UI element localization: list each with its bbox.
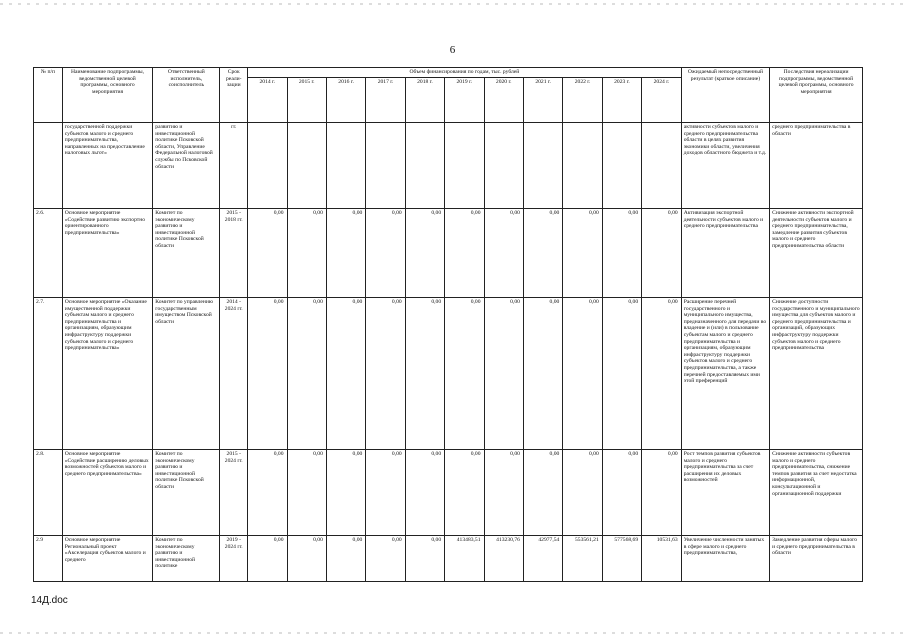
header-year: 2019 г.	[445, 78, 484, 123]
row-value: 577568,69	[602, 536, 641, 582]
row-value: 553561,21	[563, 536, 602, 582]
row-result: Активизация экспортной деятельности субъектов малого и среднего предпринимательства	[681, 209, 769, 298]
row-consequences: среднего предпринимательства в области	[770, 123, 863, 209]
row-value: 0,00	[405, 298, 444, 450]
row-consequences: Замедление развития сферы малого и среднего предпринимательства в области	[770, 536, 863, 582]
row-num: 2.8.	[34, 450, 63, 536]
funding-table	[33, 67, 863, 582]
row-consequences: Снижение активности субъектов малого и среднего предпринимательства, снижение темпов развития за счет недостатка информационной, консультационной и организационной поддержки	[770, 450, 863, 536]
row-value: 0,00	[248, 298, 287, 450]
row-value: 0,00	[563, 209, 602, 298]
row-value	[445, 123, 484, 209]
page-number: 6	[449, 44, 456, 56]
row-value	[523, 123, 562, 209]
table-row	[34, 298, 863, 450]
row-value: 0,00	[563, 450, 602, 536]
row-value: 0,00	[445, 209, 484, 298]
row-value: 0,00	[366, 536, 405, 582]
row-value: 0,00	[366, 209, 405, 298]
row-name: Основное мероприятие «Оказание имущественной поддержки субъектам малого и среднего предпринимательства и организациям, образующим инфраструктуру поддержки субъектов малого и среднего предпринимательства»	[62, 298, 153, 450]
row-value	[366, 123, 405, 209]
table-row	[34, 123, 863, 209]
row-name: Основное мероприятие «Содействие развитию экспортно ориентированного предпринимательства»	[62, 209, 153, 298]
row-num: 2.9	[34, 536, 63, 582]
header-num: № п/п	[34, 68, 63, 123]
header-executor: Ответственный исполнитель, соисполнитель	[153, 68, 220, 123]
row-value: 0,00	[602, 209, 641, 298]
row-executor: Комитет по экономическому развитию и инвестиционной политике Псковской области	[153, 209, 220, 298]
row-period: 2014 - 2024 гг.	[220, 298, 248, 450]
row-value	[563, 123, 602, 209]
row-period: гг.	[220, 123, 248, 209]
row-value	[642, 123, 682, 209]
row-consequences: Снижение доступности государственного и муниципального имущества для субъектов малого и среднего предпринимательства и организаций, образующих инфраструктуру поддержки субъектов малого и среднего предпринимательства	[770, 298, 863, 450]
row-value	[484, 123, 523, 209]
row-value: 0,00	[248, 450, 287, 536]
row-result: Увеличение численности занятых в сфере малого и среднего предпринимательства,	[681, 536, 769, 582]
row-value: 0,00	[248, 536, 287, 582]
row-value	[248, 123, 287, 209]
header-year: 2015 г.	[287, 78, 326, 123]
row-value: 0,00	[287, 209, 326, 298]
header-year: 2016 г.	[326, 78, 365, 123]
row-period: 2019 - 2024 гг.	[220, 536, 248, 582]
row-executor: Комитет по управлению государственным имуществом Псковской области	[153, 298, 220, 450]
row-value: 0,00	[602, 298, 641, 450]
row-value: 0,00	[445, 298, 484, 450]
header-year: 2014 г.	[248, 78, 287, 123]
row-value: 0,00	[326, 209, 365, 298]
row-value: 0,00	[326, 536, 365, 582]
table-row	[34, 450, 863, 536]
table-row	[34, 536, 863, 582]
row-executor: Комитет по экономическому развитию и инвестиционной политике Псковской области	[153, 450, 220, 536]
row-value: 0,00	[248, 209, 287, 298]
row-name: Основное мероприятие «Содействие расширению деловых возможностей субъектов малого и среднего предпринимательства»	[62, 450, 153, 536]
row-value: 0,00	[366, 450, 405, 536]
row-value	[602, 123, 641, 209]
header-year: 2024 г.	[642, 78, 682, 123]
row-result: Рост темпов развития субъектов малого и среднего предпринимательства за счет расширения их деловых возможностей	[681, 450, 769, 536]
scan-artifact-top	[0, 3, 905, 5]
row-executor: Комитет по экономическому развитию и инвестиционной политике	[153, 536, 220, 582]
row-value: 0,00	[642, 450, 682, 536]
header-funding: Объем финансирования по годам, тыс. рублей	[248, 68, 682, 78]
row-value: 413483,51	[445, 536, 484, 582]
row-value	[405, 123, 444, 209]
header-year: 2022 г.	[563, 78, 602, 123]
row-value: 0,00	[523, 298, 562, 450]
row-result: Расширение перечней государственного и муниципального имущества, предназначенного для передачи во владение и (или) в пользование субъектам малого и среднего предпринимательства и организациям, образующим инфраструктуру поддержки субъектов малого и среднего предпринимательства, а также перечней предоставляемых ими этой преференций	[681, 298, 769, 450]
row-value	[287, 123, 326, 209]
header-year: 2017 г.	[366, 78, 405, 123]
row-value: 0,00	[326, 298, 365, 450]
row-value	[326, 123, 365, 209]
row-result: активности субъектов малого и среднего предпринимательства области в целях развития экономики области, увеличения доходов областного бюджета и т.д.	[681, 123, 769, 209]
header-year: 2020 г.	[484, 78, 523, 123]
row-value: 0,00	[484, 450, 523, 536]
row-value: 0,00	[602, 450, 641, 536]
header-name: Наименование подпрограммы, ведомственной целевой программы, основного мероприятия	[62, 68, 153, 123]
row-value: 0,00	[326, 450, 365, 536]
header-result: Ожидаемый непосредственный результат (краткое описание)	[681, 68, 769, 123]
document-footer: 14Д.doc	[31, 595, 68, 606]
row-value: 413230,76	[484, 536, 523, 582]
row-name: Основное мероприятие Региональный проект «Акселерация субъектов малого и среднего	[62, 536, 153, 582]
header-year: 2021 г.	[523, 78, 562, 123]
row-value: 0,00	[405, 536, 444, 582]
row-value: 0,00	[445, 450, 484, 536]
row-num: 2.6.	[34, 209, 63, 298]
row-value: 0,00	[523, 450, 562, 536]
row-value: 0,00	[405, 209, 444, 298]
row-value: 0,00	[366, 298, 405, 450]
row-value: 0,00	[563, 298, 602, 450]
row-value: 0,00	[287, 450, 326, 536]
row-value: 0,00	[484, 209, 523, 298]
row-name: государственной поддержки субъектов малого и среднего предпринимательства, направленных на предоставление налоговых льгот»	[62, 123, 153, 209]
row-value: 0,00	[287, 536, 326, 582]
header-period: Срок реали-зации	[220, 68, 248, 123]
row-executor: развитию и инвестиционной политике Псковской области, Управление Федеральной налоговой службы по Псковской области	[153, 123, 220, 209]
header-year: 2018 г.	[405, 78, 444, 123]
row-value: 10531,63	[642, 536, 682, 582]
row-period: 2015 - 2018 гг.	[220, 209, 248, 298]
row-value: 0,00	[642, 209, 682, 298]
row-value: 0,00	[642, 298, 682, 450]
header-consequences: Последствия нереализации подпрограммы, ведомственной целевой программы, основного мероприятия	[770, 68, 863, 123]
header-year: 2023 г.	[602, 78, 641, 123]
row-value: 0,00	[484, 298, 523, 450]
row-value: 42977,54	[523, 536, 562, 582]
row-value: 0,00	[523, 209, 562, 298]
row-num	[34, 123, 63, 209]
table-row	[34, 209, 863, 298]
row-num: 2.7.	[34, 298, 63, 450]
scan-artifact-bottom	[0, 632, 905, 634]
row-value: 0,00	[405, 450, 444, 536]
row-value: 0,00	[287, 298, 326, 450]
row-consequences: Снижение активности экспортной деятельности субъектов малого и среднего предпринимательства, замедление развития субъектов малого и среднего предпринимательства области	[770, 209, 863, 298]
row-period: 2015 - 2024 гг.	[220, 450, 248, 536]
